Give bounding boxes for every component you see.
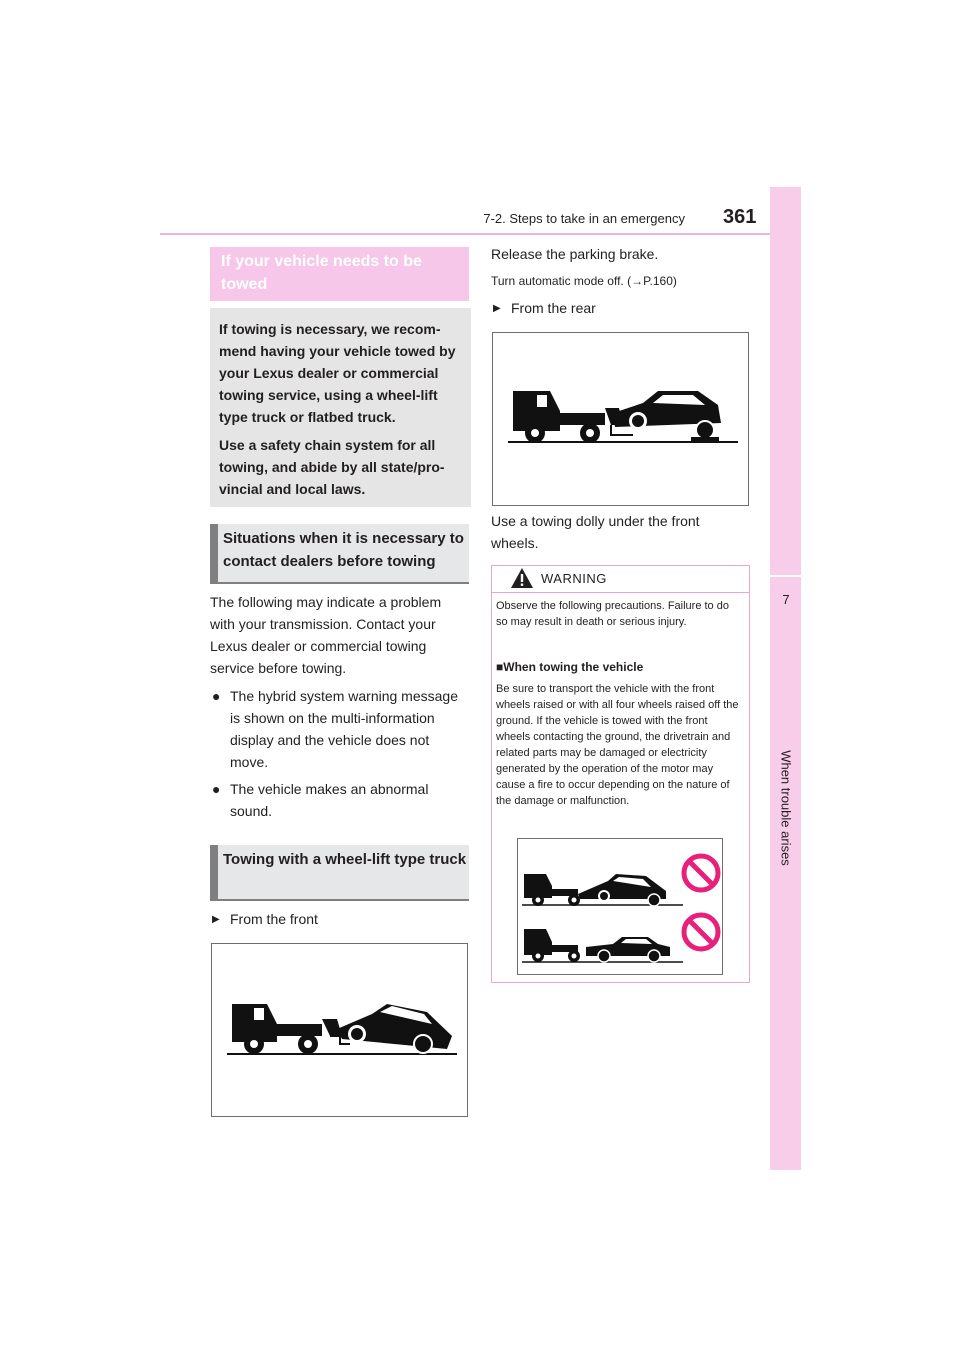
bullet-item [212, 778, 470, 824]
arrow-item-text: From the rear [511, 300, 596, 316]
arrow-item-from-rear [493, 297, 693, 319]
tow-truck-front-illustration [212, 944, 467, 1116]
situations-text: The following may indicate a problem with your transmission. Contact your Lexus dealer or commercial towing service before towing. [210, 594, 442, 676]
chapter-side-tab [770, 187, 801, 1170]
section-title: 7-2. Steps to take in an emergency [483, 211, 685, 226]
warning-precautions: Observe the following precautions. Failure to do so may result in death or serious injury. [496, 600, 729, 628]
warning-subheading: ■When towing the vehicle [496, 660, 644, 674]
bullet-dot-icon: ● [212, 781, 221, 797]
auto-mode-text: Turn automatic mode off. (→P.160) [491, 274, 677, 288]
figure-prohibited-towing [517, 838, 723, 975]
intro-paragraph: If towing is necessary, we recom-mend having your vehicle towed by your Lexus dealer or commercial towing service, using a wheel-lift type truck or flatbed truck. [219, 321, 456, 425]
dolly-text: Use a towing dolly under the front wheels. [491, 513, 700, 551]
warning-body: Be sure to transport the vehicle with the front wheels raised or with all four wheels raised off the ground. If the vehicle is towed with the front wheels contacting the ground, the drivetrain and related parts may be damaged or electricity generated by the operation of the motor may cause a fire to occur depending on the nature of the damage or malfunction. [496, 683, 739, 807]
heading-wheel-lift-text: Towing with a wheel-lift type truck [223, 851, 467, 868]
bullet-text: The hybrid system warning message is shown on the multi-information display and the vehicle does not move. [230, 688, 458, 770]
page-number: 361 [723, 206, 757, 228]
heading-situations-text: Situations when it is necessary to contact dealers before towing [223, 530, 464, 570]
release-brake-text: Release the parking brake. [491, 246, 659, 262]
side-tab-divider [770, 575, 801, 577]
heading-wheel-lift [210, 845, 469, 901]
arrow-item-from-front [212, 908, 412, 930]
arrow-item-text: From the front [230, 911, 318, 927]
main-heading-text: If your vehicle needs to be towed [221, 253, 422, 293]
figure-tow-from-front [211, 943, 468, 1117]
arrow-right-icon: ▶ [493, 303, 501, 314]
warning-triangle-icon [510, 567, 534, 589]
bullet-dot-icon: ● [212, 688, 221, 704]
bullet-text: The vehicle makes an abnormal sound. [230, 781, 429, 819]
chapter-number: 7 [782, 592, 790, 607]
prohibited-icon [684, 856, 718, 890]
bullet-item [212, 685, 470, 775]
intro-paragraph: Use a safety chain system for all towing, and abide by all state/pro-vincial and local laws. [219, 437, 445, 497]
prohibited-towing-illustration [518, 839, 722, 974]
intro-text [219, 318, 463, 506]
arrow-right-icon: ▶ [212, 914, 220, 925]
tow-truck-rear-dolly-illustration [493, 333, 748, 505]
main-heading [210, 247, 469, 301]
prohibited-icon [684, 915, 718, 949]
header-divider [160, 233, 770, 235]
warning-title: WARNING [541, 571, 607, 586]
figure-tow-from-rear [492, 332, 749, 506]
heading-situations [210, 524, 469, 584]
chapter-name: When trouble arises [778, 750, 794, 866]
